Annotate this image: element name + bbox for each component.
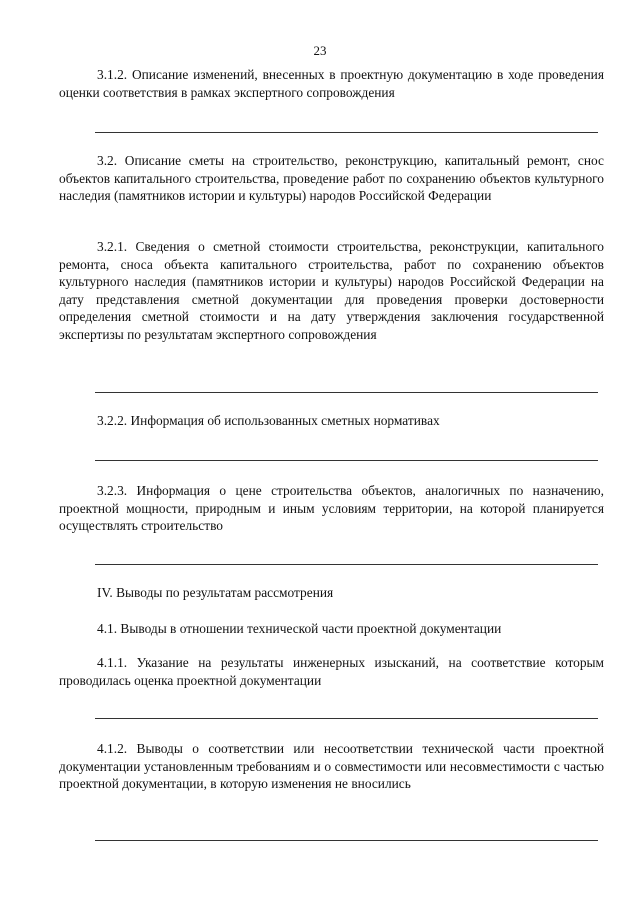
blank-line-3-2-2 bbox=[95, 460, 598, 461]
section-3-1-2-text: 3.1.2. Описание изменений, внесенных в проектную документацию в ходе проведения оценки соответствия в рамках экспертного сопровождения bbox=[59, 67, 604, 100]
page-number: 23 bbox=[313, 43, 327, 58]
blank-line-4-1-2 bbox=[95, 840, 598, 841]
blank-line-3-1-2 bbox=[95, 132, 598, 133]
section-3-2-1-text: 3.2.1. Сведения о сметной стоимости строительства, реконструкции, капитального ремонта, сноса объекта капитального строительства, работ по сохранению объектов культурного наследия (памятников истории и культуры) народов Российской Федерации на дату представления сметной документации для проведения проверки достоверности определения сметной стоимости и на дату утверждения заключения государственной экспертизы по результатам экспертного сопровождения bbox=[59, 239, 604, 342]
section-4-1-2-text: 4.1.2. Выводы о соответствии или несоответствии технической части проектной документации установленным требованиям и о совместимости или несовместимости с частью проектной документации, в которую изменения не вносились bbox=[59, 741, 604, 792]
section-3-2-text: 3.2. Описание сметы на строительство, реконструкцию, капитальный ремонт, снос объектов капитального строительства, проведение работ по сохранению объектов культурного наследия (памятников истории и культуры) народов Российской Федерации bbox=[59, 153, 604, 204]
section-3-2-2-text: 3.2.2. Информация об использованных сметных нормативах bbox=[97, 413, 440, 428]
blank-line-4-1-1 bbox=[95, 718, 598, 719]
section-iv-heading: IV. Выводы по результатам рассмотрения bbox=[97, 585, 334, 600]
section-4-1-1-text: 4.1.1. Указание на результаты инженерных изысканий, на соответствие которым проводилась оценка проектной документации bbox=[59, 655, 604, 688]
section-4-1-heading: 4.1. Выводы в отношении технической части проектной документации bbox=[97, 621, 502, 636]
section-3-2-3-text: 3.2.3. Информация о цене строительства объектов, аналогичных по назначению, проектной мощности, природным и иным условиям территории, на которой планируется осуществлять строительство bbox=[59, 483, 604, 534]
blank-line-3-2-3 bbox=[95, 564, 598, 565]
blank-line-3-2-1 bbox=[95, 392, 598, 393]
